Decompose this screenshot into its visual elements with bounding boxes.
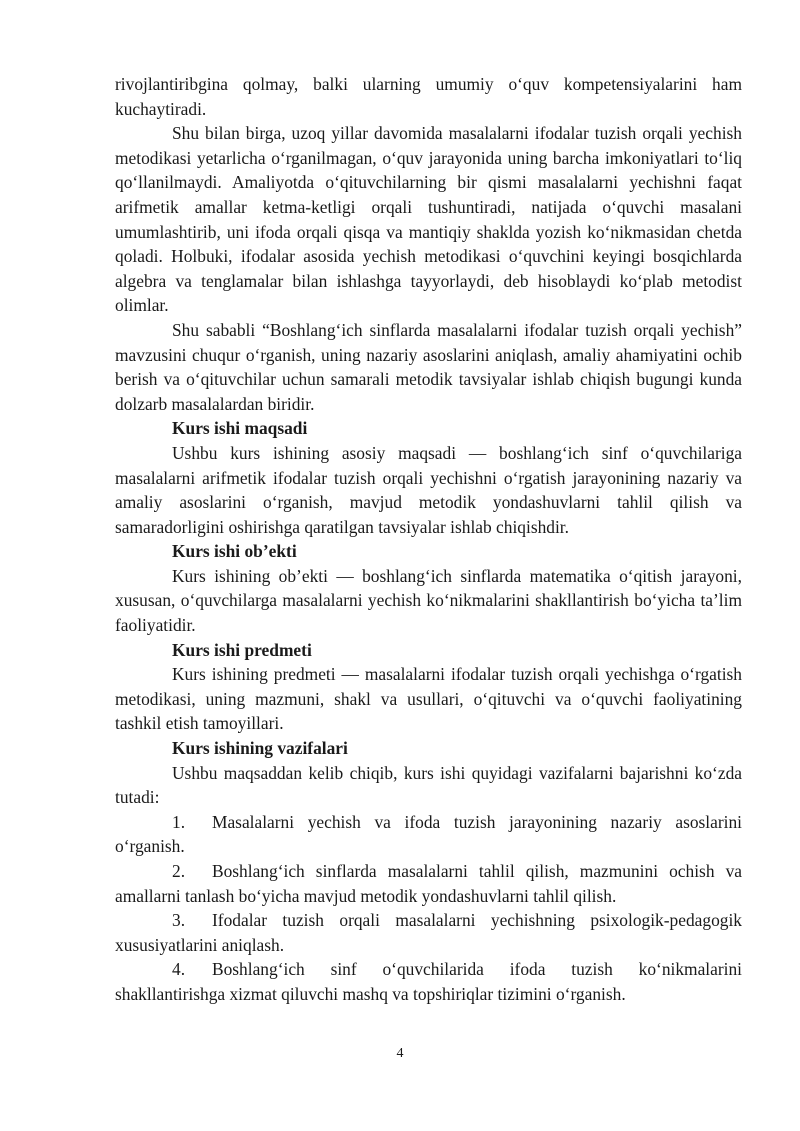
paragraph-aim: Ushbu kurs ishining asosiy maqsadi — boshlang‘ich sinf o‘quvchilariga masalalarni arifmetik ifodalar tuzish orqali yechishni o‘rgatish jarayonining nazariy va amaliy asoslarini o‘rganish, mavjud metodik yondashuvlarni tahlil qilish va samaradorligini oshirishga qaratilgan tavsiyalar ishlab chiqishdir. — [115, 442, 742, 537]
list-item-text: Ifodalar tuzish orqali masalalarni yechishning psixologik-pedagogik xususiyatlarini aniqlash. — [115, 910, 742, 955]
page-number: 4 — [396, 1046, 404, 1061]
heading-aim: Kurs ishi maqsadi — [172, 418, 308, 439]
list-item-text: Boshlang‘ich sinflarda masalalarni tahlil qilish, mazmunini ochish va amallarni tanlash bo‘yicha mavjud metodik yondashuvlarni tahlil qilish. — [115, 861, 742, 906]
list-item-number: 3. — [172, 910, 186, 931]
list-item — [115, 957, 742, 1006]
list-item — [115, 908, 742, 957]
paragraph-subject: Kurs ishining predmeti — masalalarni ifodalar tuzish orqali yechishga o‘rgatish metodikasi, uning mazmuni, shakl va usullari, o‘qituvchi va o‘quvchi faoliyatining tashkil etish tamoyillari. — [115, 664, 742, 734]
paragraph-methodology: Shu bilan birga, uzoq yillar davomida masalalarni ifodalar tuzish orqali yechish metodikasi yetarlicha o‘rganilmagan, o‘quv jarayonida uning barcha imkoniyatlari to‘liq qo‘llanilmaydi. Amaliyotda o‘qituvchilarning bir qismi masalalarni yechishni faqat arifmetik amallar ketma-ketligi orqali tushuntiradi, natijada o‘quvchi masalani umumlashtirib, uni ifoda orqali qisqa va mantiqiy shaklda yozish ko‘nikmasidan chetda qoladi. Holbuki, ifodalar asosida yechish metodikasi o‘quvchini keyingi bosqichlarda algebra va tenglamalar bilan ishlashga tayyorlaydi, deb hisoblaydi ko‘plab metodist olimlar. — [115, 123, 742, 316]
heading-subject: Kurs ishi predmeti — [172, 639, 312, 660]
list-item-number: 1. — [172, 811, 186, 832]
heading-tasks: Kurs ishining vazifalari — [172, 738, 348, 759]
list-item-text: Masalalarni yechish va ifoda tuzish jarayonining nazariy asoslarini o‘rganish. — [115, 811, 742, 857]
list-item-number: 2. — [172, 861, 186, 881]
paragraph-tasks-intro: Ushbu maqsaddan kelib chiqib, kurs ishi quyidagi vazifalarni bajarishni ko‘zda tutadi: — [115, 762, 742, 808]
paragraph-object: Kurs ishining ob’ekti — boshlang‘ich sinflarda matematika o‘qitish jarayoni, xususan, o‘quvchilarga masalalarni yechish ko‘nikmalarini shakllantirish bo‘yicha ta’lim faoliyatidir. — [115, 565, 742, 636]
paragraph-continuation: rivojlantiribgina qolmay, balki ularning umumiy o‘quv kompetensiyalarini ham kuchaytiradi. — [115, 74, 742, 119]
list-item — [115, 859, 742, 908]
list-item — [115, 810, 742, 859]
paragraph-relevance: Shu sababli “Boshlang‘ich sinflarda masalalarni ifodalar tuzish orqali yechish” mavzusini chuqur o‘rganish, uning nazariy asoslarini aniqlash, amaliy ahamiyatini ochib berish va o‘qituvchilar uchun samarali metodik tavsiyalar ishlab chiqish bugungi kunda dolzarb masalalardan biridir. — [115, 319, 742, 414]
heading-object: Kurs ishi ob’ekti — [172, 541, 297, 562]
list-item-text: Boshlang‘ich sinf o‘quvchilarida ifoda tuzish ko‘nikmalarini shakllantirishga xizmat qiluvchi mashq va topshiriqlar tizimini o‘rganish. — [115, 959, 742, 1004]
page-body — [115, 72, 742, 1007]
list-item-number: 4. — [172, 959, 186, 980]
